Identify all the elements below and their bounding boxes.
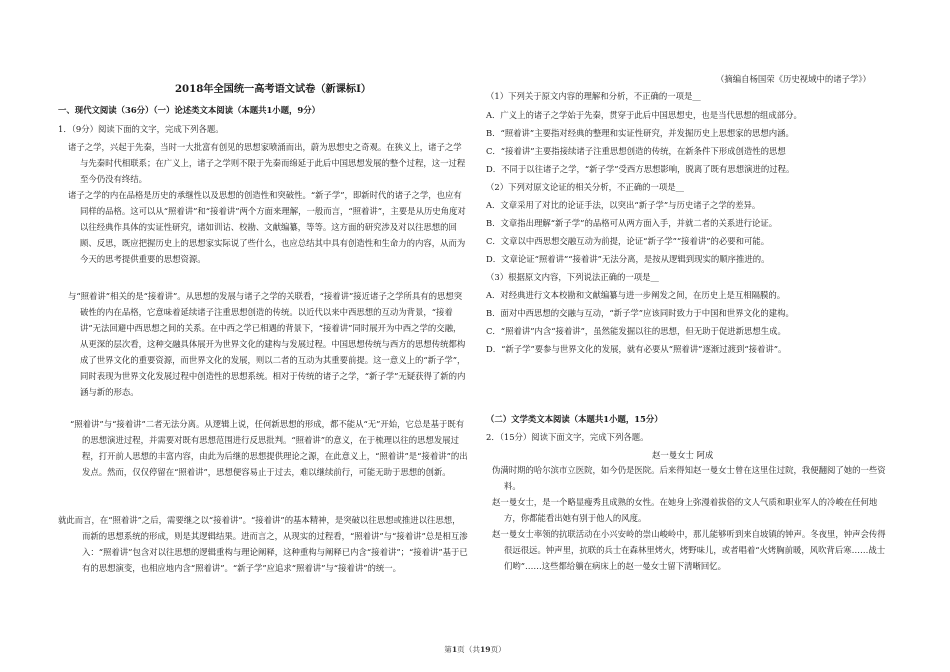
question-2-option-d: D．文章论证“照着讲”“接着讲”无法分离，是按从逻辑到现实的顺序推进的。: [486, 254, 770, 264]
question-2-option-c: C．文章以中西思想交融互动为前提，论证“新子学”“接着讲”的必要和可能。: [486, 236, 770, 246]
question-2-stem: （2）下列对原文论证的相关分析，不正确的一项是__: [486, 182, 684, 192]
question-1-stem: （1）下列关于原文内容的理解和分析，不正确的一项是__: [486, 91, 701, 101]
question-1-option-c: C．“接着讲”主要指接续诸子注重思想创造的传统，在新条件下形成创造性的思想: [486, 146, 786, 156]
story-title: 赵一曼女士 阿成: [652, 450, 714, 460]
question-1-option-a: A．广义上的诸子之学始于先秦，贯穿于此后中国思想史，也是当代思想的组成部分。: [486, 110, 802, 120]
footer-suffix: 页）: [490, 645, 506, 654]
passage1-cont2: [58, 416, 468, 608]
q1-intro: 1．（9分）阅读下面的文字，完成下列各题。: [58, 124, 224, 134]
source-note: （摘编自杨国荣《历史视域中的诸子学》）: [716, 74, 871, 84]
question-3-stem: （3）根据原文内容，下列说法正确的一项是__: [486, 272, 659, 282]
passage2-paragraph-1: 伪满时期的哈尔滨市立医院，如今仍是医院。后来得知赵一曼女士曾在这里住过院，我便翻阅了她的一些资料。: [492, 465, 886, 491]
passage2: [492, 462, 892, 574]
footer-page-number: 1: [451, 645, 458, 654]
passage1-paragraph-5: 就此而言，在“照着讲”之后，需要继之以“接着讲”。“接着讲”的基本精神，是突破以往思想或推进以往思想，而新的思想系统的形成，则是其逻辑结果。进而言之，从现实的过程看，“照着讲”与“接着讲”总是相互渗入：“照着讲”包含对以往思想的逻辑重构与理论阐释，这种重构与阐释已内含“接着讲”；“接着讲”基于已有的思想演变，也相应地内含“照着讲”。“新子学”应追求“照着讲”与“接着讲”的统一。: [58, 515, 468, 573]
footer-prefix: 第: [444, 645, 452, 654]
question-2-option-b: B．文章指出理解“新子学”的品格可从两方面入手，并就二者的关系进行论证。: [486, 218, 778, 228]
exam-title: 2018年全国统一高考语文试卷（新课标Ⅰ）: [174, 83, 372, 95]
passage2-paragraph-2: 赵一曼女士，是一个略显瘦秀且成熟的女性。在她身上弥漫着拔俗的文人气质和职业军人的冷峻在任何地方，你都能看出她有别于他人的风度。: [492, 497, 878, 523]
question-3-option-c: C．“照着讲”内含“接着讲”，虽然能发掘以往的思想，但无助于促进新思想生成。: [486, 326, 786, 336]
section1-header: 一、现代文阅读（36分）（一）论述类文本阅读（本题共1小题，9分）: [58, 105, 320, 115]
question-1-option-b: B．“照着讲”主要指对经典的整理和实证性研究，并发掘历史上思想家的思想内涵。: [486, 128, 794, 138]
footer-total-pages: 19: [479, 645, 491, 654]
question-2-option-a: A．文章采用了对比的论证手法，以突出“新子学”与历史诸子之学的差异。: [486, 200, 761, 210]
passage1-cont: [68, 288, 468, 416]
passage1-paragraph-3: 与“照着讲”相关的是“接着讲”。从思想的发展与诸子之学的关联看，“接着讲”接近诸子之学所具有的思想突破性的内在品格，它意味着延续诸子注重思想创造的传统。以近代以来中西思想的互动为背景，“接着讲”无法回避中西思想之间的关系。在中西之学已相遇的背景下，“接着讲”同时展开为中西之学的交融，从更深的层次看，这种交融具体展开为世界文化的建构与发展过程。中国思想传统与西方的思想传统都构成了世界文化的重要资源，而世界文化的发展，则以二者的互动为其重要前提。这一意义上的“新子学”，同时表现为世界文化发展过程中创造性的思想系统。相对于传统的诸子之学，“新子学”无疑获得了新的内涵与新的形态。: [68, 291, 466, 397]
question-3-option-d: D．“新子学”要参与世界文化的发展，就有必要从“照着讲”逐渐过渡到“接着讲”。: [486, 344, 787, 354]
question-1-option-d: D．不同于以往诸子之学，“新子学”受西方思想影响，脱离了既有思想演进的过程。: [486, 164, 795, 174]
footer-middle: 页（共: [457, 645, 480, 654]
passage1-paragraph-4: “照着讲”与“接着讲”二者无法分离。从逻辑上说，任何新思想的形成，都不能从“无”开始，它总是基于既有的思想演进过程，并需要对既有思想范围进行反思批判。“照着讲”的意义，在于梳理以往的思想发展过程，打开前人思想的丰富内容，由此为后继的思想提供理论之源，在此意义上，“照着讲”是“接着讲”的出发点。然而，仅仅停留在“照着讲”，思想便容易止于过去，难以继续前行，可能无助于思想的创新。: [70, 419, 468, 477]
q2-intro: 2．（15分）阅读下面文字，完成下列各题。: [486, 432, 649, 442]
passage1-paragraph-1: 诸子之学，兴起于先秦，当时一大批富有创见的思想家喷涌而出，蔚为思想史之奇观。在狭义上，诸子之学与先秦时代相联系；在广义上，诸子之学则不限于先秦而绵延于此后中国思想发展的整个过程，这一过程至今仍没有终结。: [68, 142, 466, 184]
passage2-paragraph-3: 赵一曼女士率领的抗联活动在小兴安岭的崇山峻岭中，那儿能够听到来自坡镇的钟声。冬夜里，钟声会传得很远很远。钟声里，抗联的兵士在森林里烤火，烤野味儿，或者唱着“火烤胸前暖，风吹背后寒……战士们哟”……这些都给躺在病床上的赵一曼女士留下清晰回忆。: [492, 529, 886, 571]
section2-header: （二）文学类文本阅读（本题共1小题，15分）: [486, 414, 663, 424]
question-3-option-a: A．对经典进行文本校勘和文献编纂与进一步阐发之间，在历史上是互相隔膜的。: [486, 290, 786, 300]
page-footer: [0, 644, 950, 655]
passage1-paragraph-2: 诸子之学的内在品格是历史的承继性以及思想的创造性和突破性。“新子学”，即新时代的诸子之学，也应有同样的品格。这可以从“照着讲”和“接着讲”两个方面来理解，一般而言，“照着讲”，主要是从历史角度对以往经典作具体的实证性研究，诸如训诂、校勘、文献编纂，等等。这方面的研究涉及对以往思想的回顾、反思，既应把握历史上的思想家实际说了些什么，也应总结其中具有创造性和生命力的内容，从而为今天的思考提供重要的思想资源。: [68, 190, 466, 264]
passage1: [68, 139, 468, 283]
question-3-option-b: B．面对中西思想的交融与互动，“新子学”应该同时致力于中国和世界文化的建构。: [486, 308, 794, 318]
